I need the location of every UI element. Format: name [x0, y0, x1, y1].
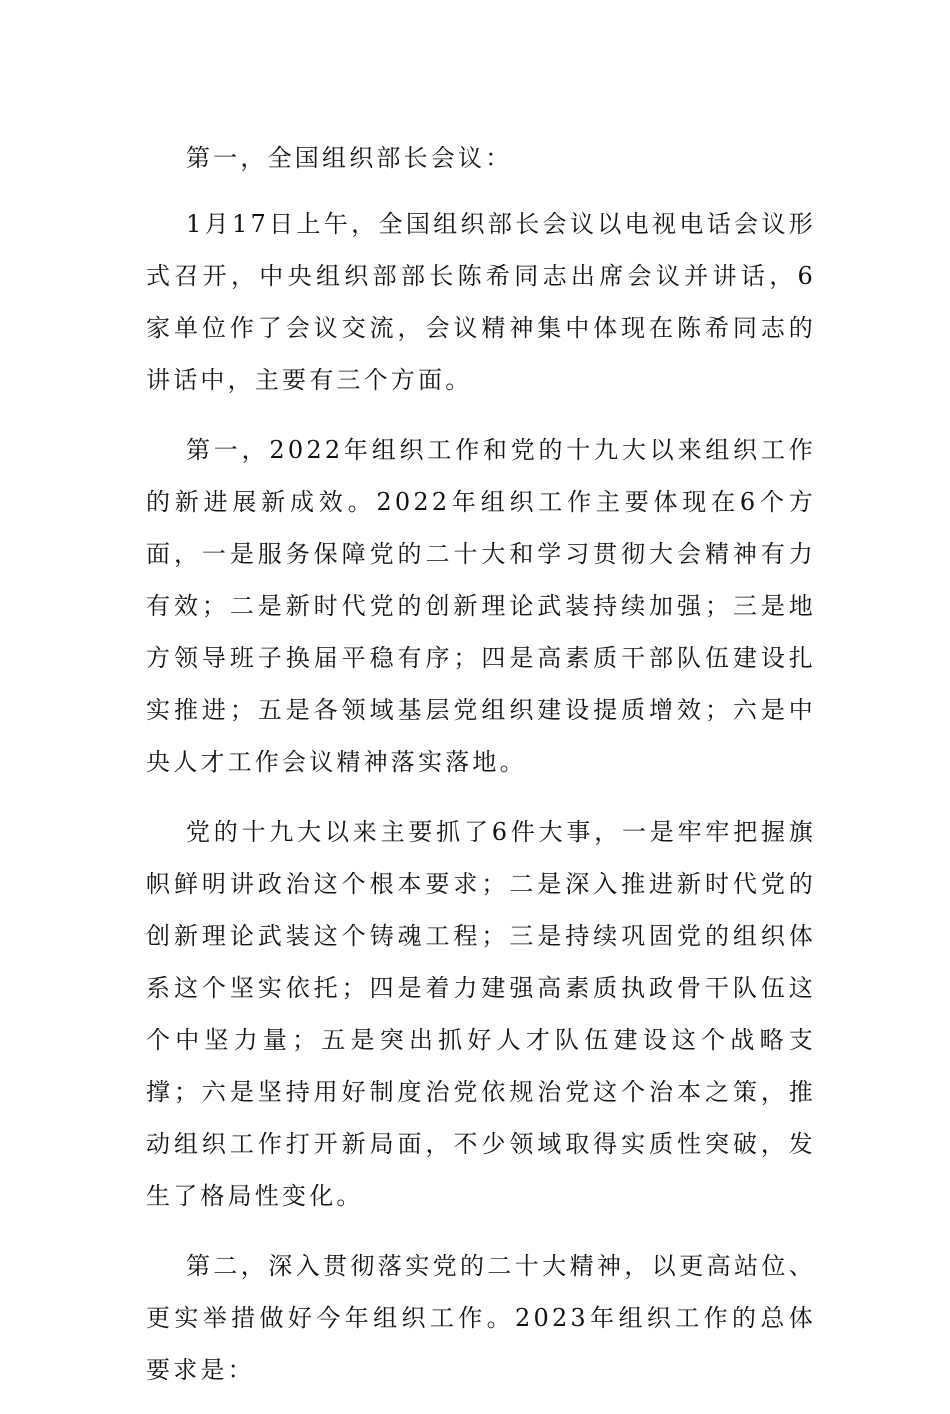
- section-heading: 第一，全国组织部长会议：: [186, 144, 513, 172]
- paragraph-point-two: 第二，深入贯彻落实党的二十大精神，以更高站位、更实举措做好今年组织工作。2023年组织工作的总体要求是：: [146, 1252, 816, 1384]
- paragraph-point-one: 第一，2022年组织工作和党的十九大以来组织工作的新进展新成效。2022年组织工作主要体现在6个方面，一是服务保障党的二十大和学习贯彻大会精神有力有效；二是新时代党的创新理论武装持续加强；三是地方领导班子换届平稳有序；四是高素质干部队伍建设扎实推进；五是各领域基层党组织建设提质增效；六是中央人才工作会议精神落实落地。: [146, 436, 816, 776]
- paragraph-six-major-tasks: 党的十九大以来主要抓了6件大事，一是牢牢把握旗帜鲜明讲政治这个根本要求；二是深入推进新时代党的创新理论武装这个铸魂工程；三是持续巩固党的组织体系这个坚实依托；四是着力建强高素质执政骨干队伍这个中坚力量；五是突出抓好人才队伍建设这个战略支撑；六是坚持用好制度治党依规治党这个治本之策，推动组织工作打开新局面，不少领域取得实质性突破，发生了格局性变化。: [146, 818, 816, 1210]
- document-page: [146, 132, 816, 1414]
- paragraph-meeting-intro: 1月17日上午，全国组织部长会议以电视电话会议形式召开，中央组织部部长陈希同志出席会议并讲话，6家单位作了会议交流，会议精神集中体现在陈希同志的讲话中，主要有三个方面。: [146, 210, 816, 394]
